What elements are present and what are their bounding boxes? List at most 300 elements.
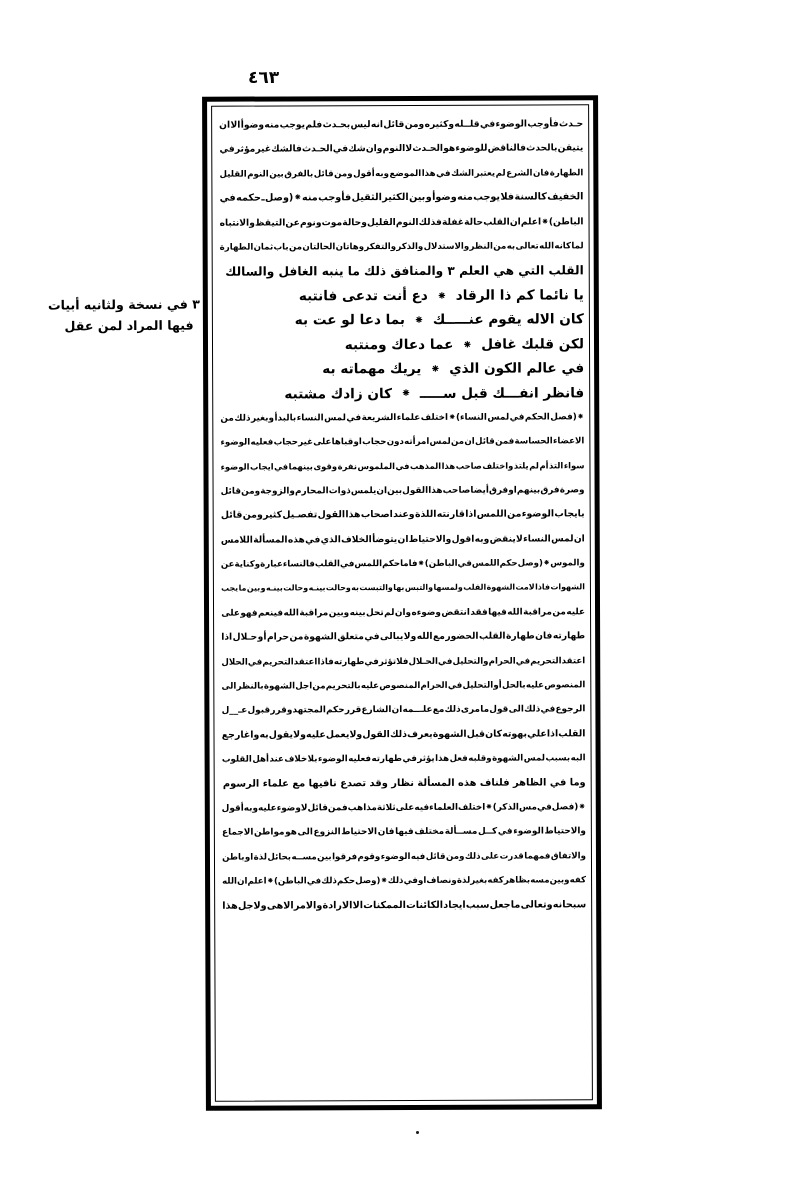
text-token: مراقبة (299, 608, 329, 619)
text-token: من (312, 681, 326, 692)
text-token: بسبب (545, 753, 571, 764)
text-token: عـ__ل (221, 705, 248, 717)
text-token: عبارة (260, 559, 283, 570)
text-token: في (364, 656, 379, 667)
body-line (219, 210, 583, 236)
text-token: فينعم (258, 608, 284, 619)
text-token: العلماء (429, 802, 459, 813)
page-number: ٤٦٣ (248, 68, 280, 88)
text-token: الحساسة (514, 436, 553, 447)
body-line: وما في الظاهر فلناف هذه المسألة نظار وقد تصدع نافيها مع علماء الرسوم (222, 776, 586, 790)
text-token: التذ (548, 460, 564, 471)
text-token: والاستدلال (423, 241, 470, 252)
text-token: فان (532, 168, 550, 179)
text-token: في (339, 559, 355, 570)
text-token: في (219, 145, 235, 156)
text-token: ذلك (444, 705, 461, 716)
text-token: القلب (314, 559, 341, 570)
text-token: الشهوات (550, 582, 585, 592)
text-token: حكمه (236, 192, 261, 204)
text-token: ومن (404, 119, 425, 130)
text-token: الوضوء (521, 508, 555, 520)
text-token: خلاف (284, 754, 308, 765)
text-token: وبه (474, 534, 490, 545)
text-token: فمن (327, 803, 348, 814)
text-token: امرأته (404, 436, 430, 448)
text-token: اصحاب (360, 509, 393, 521)
text-token: وعند (393, 509, 415, 521)
text-token: ولاجل (237, 900, 267, 912)
text-token: فلا (500, 191, 515, 203)
text-token: والتفكر (364, 241, 397, 253)
text-token: قائل (383, 119, 405, 131)
text-token: وان (394, 607, 412, 618)
text-token: اعتقد (293, 656, 318, 668)
text-token: عن (220, 559, 235, 570)
text-token: الحـدث (412, 144, 444, 155)
text-token: بالنظر (236, 681, 264, 692)
text-token: وهاتان (335, 242, 365, 253)
text-token: قائل (307, 803, 328, 814)
text-token: المحارم (294, 486, 329, 497)
text-token: النوم (247, 169, 269, 180)
text-token: القليل (367, 217, 396, 228)
body-line (221, 673, 585, 699)
text-token: (وصل (355, 876, 381, 887)
text-token: تعالى (515, 241, 539, 252)
text-token: بين (409, 192, 426, 204)
text-token: و (260, 583, 266, 593)
text-token: منه (457, 191, 473, 203)
text-token: بالتحريم (325, 681, 361, 692)
text-token: هذا (435, 753, 450, 765)
text-token: فعل (449, 753, 468, 764)
text-token: الثقيل (351, 192, 382, 204)
text-token: لمس (324, 412, 346, 423)
text-token: في (274, 461, 289, 472)
text-token: ولا (293, 729, 306, 741)
verse-hemistich-right: يا نائما كم ذا الرقاد (455, 287, 584, 304)
text-token: القلب (483, 217, 510, 228)
text-token: مسه (530, 875, 550, 886)
text-token: هذا (428, 485, 443, 496)
text-token: بينـه (265, 583, 283, 593)
text-token: في (247, 657, 263, 668)
text-token: بغير (470, 875, 488, 886)
text-token: اقول (451, 534, 475, 545)
text-token: ان (397, 534, 409, 545)
text-token: بينهم (516, 485, 541, 496)
text-token: فرقوا (332, 851, 358, 862)
text-token: بهوته (502, 728, 528, 740)
text-token: الممكنات (363, 899, 406, 911)
text-token: الحرام (420, 680, 448, 691)
text-token: ما (238, 584, 247, 594)
text-token: اعلم (247, 876, 267, 887)
text-token: غير (255, 144, 272, 155)
text-token: لمس (523, 753, 545, 764)
text-token: الشريعة (361, 412, 397, 423)
text-token: وقرر (270, 705, 293, 716)
text-token: هذا (421, 168, 436, 179)
text-token: بحائل (267, 852, 292, 863)
text-token: وقوى (313, 461, 338, 472)
text-token: وحالت (325, 583, 351, 593)
text-token: أم (539, 460, 549, 471)
text-token: فيها (488, 607, 507, 618)
text-token: مســه (291, 852, 317, 863)
text-token: مس (518, 802, 538, 813)
text-token: في (364, 632, 380, 643)
text-token: الخفيف (547, 191, 584, 203)
text-token: طهارة (505, 631, 535, 642)
text-token: طهارته (552, 631, 586, 642)
text-token: يعتبر (474, 168, 496, 179)
text-token: حـلال (232, 632, 258, 643)
text-token: الشك (451, 168, 475, 179)
text-token: وصرة (559, 485, 585, 496)
text-token: فقد (470, 607, 488, 618)
text-token: على (313, 437, 332, 448)
text-token: بلا (307, 754, 318, 765)
text-token: الشرع (506, 168, 533, 179)
verse-hemistich-left: كان زادك مشتبه (284, 385, 393, 402)
text-token: الوضوء (513, 826, 544, 837)
text-token: الى (297, 827, 313, 838)
verse-separator-icon: ⁕ (462, 337, 473, 352)
text-token: سبب (465, 899, 490, 911)
text-token: الاهى (266, 899, 294, 912)
text-token: حـدث (558, 119, 584, 130)
text-token: على (221, 608, 240, 619)
text-token: وضوأ (432, 191, 457, 204)
text-token: ذوات (328, 486, 351, 497)
body-line (221, 503, 585, 529)
text-token: علـــمه (402, 705, 433, 716)
text-token: بظاهر (503, 875, 531, 886)
body-line (221, 527, 585, 553)
text-token: الرجوع (555, 704, 586, 715)
text-token: النزوع (313, 827, 341, 838)
text-token: هو (285, 827, 297, 838)
text-token: منه (264, 120, 280, 131)
verse-hemistich-left: يريك مهماته به (322, 361, 422, 378)
text-token: الوضوء (220, 437, 251, 448)
text-token: الوضوء (317, 754, 348, 765)
text-token: النوم (382, 144, 406, 155)
text-token: والانتباه (219, 218, 255, 229)
text-token: من (507, 508, 522, 520)
verse-hemistich-left: دع أنت تدعى فانتبه (298, 287, 428, 305)
text-token: والامر (293, 899, 323, 911)
text-token: في (306, 876, 322, 887)
text-token: وضوء (276, 803, 301, 814)
text-token: ثلاثة (376, 802, 396, 814)
text-token: فاذا (317, 656, 334, 667)
verse-separator-icon: ⁕ (430, 361, 441, 376)
text-token: ذلك (389, 728, 408, 740)
text-token: يجب (221, 584, 239, 594)
text-token: التحريم (262, 657, 294, 668)
text-token: بين (387, 485, 403, 496)
text-token: ان (509, 217, 521, 228)
text-token: يعرف (407, 728, 433, 740)
text-token: الله (507, 607, 523, 618)
text-token: مع (433, 632, 445, 643)
text-token: ينقض (489, 534, 516, 545)
body-line (221, 600, 585, 626)
text-token: في (402, 754, 417, 765)
text-token: مختلف (414, 827, 445, 838)
verse-separator-icon: ⁕ (413, 313, 424, 328)
text-token: الباطن)⁕ (541, 216, 584, 228)
text-token: يوجب (279, 120, 306, 131)
text-token: كفه (569, 875, 587, 886)
text-token: التيقظ (254, 218, 286, 229)
text-token: يتيقن (557, 143, 584, 154)
text-token: ذلك (234, 413, 251, 424)
text-token: الباطن)⁕ (417, 558, 458, 569)
body-line (220, 429, 584, 455)
text-token: يبالى (380, 632, 404, 643)
text-token: الله (283, 608, 299, 619)
text-token: فرق (540, 485, 560, 496)
section-heading-line (220, 405, 584, 431)
verse-line (220, 332, 584, 358)
verse-line (220, 307, 584, 333)
ink-speck (416, 1131, 419, 1134)
text-token: بحـدث (322, 120, 351, 131)
text-token: مؤثر (234, 144, 256, 156)
section-heading-line (222, 795, 586, 821)
text-token: قائل (220, 486, 242, 497)
text-token: وتعالى (520, 898, 553, 911)
text-token: المنصوص (544, 680, 586, 691)
text-token: لما (571, 241, 584, 252)
text-token: بالحل (501, 680, 526, 691)
text-token: التحليل (462, 680, 494, 691)
text-token: في (457, 558, 472, 569)
text-token: ولمسها (433, 583, 463, 593)
text-token: فلا (396, 656, 409, 667)
text-token: علي (527, 728, 547, 740)
text-token: اذا (546, 728, 559, 740)
text-token: الله (416, 632, 433, 643)
text-token: ⁕ (293, 192, 302, 204)
body-line (222, 844, 586, 870)
text-token: يؤثر (417, 754, 435, 765)
text-token: والذكر (396, 241, 424, 252)
text-token: فمهما (524, 851, 551, 862)
text-token: لا (405, 144, 413, 155)
text-token: عليه (360, 681, 380, 692)
text-token: بين (317, 851, 332, 863)
text-token: في (219, 192, 236, 204)
text-token: يتوضأ (372, 534, 398, 545)
text-token: لذة (253, 852, 268, 863)
text-token: هو (443, 144, 456, 155)
text-token: فان (377, 827, 395, 838)
text-token: او (244, 852, 254, 863)
text-token: القول (317, 509, 346, 521)
text-token: ومن (334, 168, 353, 180)
body-line: القلب التي هي العلم ٣ والمنافق ذلك ما ينبه الغافل والسالك (225, 263, 584, 280)
text-token: صاحب (442, 485, 471, 496)
text-token: القلوب (221, 754, 252, 765)
text-token: فعليه (348, 754, 372, 765)
body-line (220, 234, 584, 260)
text-token: الشهوة (432, 728, 467, 740)
text-token: وقوم (357, 851, 381, 862)
verse-line (220, 356, 584, 382)
text-token: القول (362, 728, 390, 740)
text-token: ان (219, 120, 231, 131)
text-token: (وصل (517, 558, 543, 569)
text-token: لا (516, 534, 523, 545)
text-token: كفه (487, 875, 504, 886)
body-line (219, 137, 583, 163)
text-token: الخلاف (341, 534, 372, 545)
text-token: ⁕(فصل (551, 802, 586, 813)
text-token: لمس (551, 533, 574, 545)
text-token: ذلك (524, 704, 541, 715)
text-token: انه (370, 120, 384, 131)
text-token: به (351, 583, 359, 593)
body-line (222, 746, 586, 772)
text-token: ومن (241, 486, 261, 497)
text-token: الحـدث (301, 144, 333, 155)
text-token: الشهوة (263, 681, 296, 692)
text-token: في (395, 461, 410, 472)
text-token: به (506, 241, 516, 252)
text-token: شك (348, 144, 366, 155)
page-text-block (208, 103, 598, 1104)
text-token: اللمس (476, 508, 507, 520)
text-token: والاتفاق (550, 851, 586, 862)
text-token: هذا (441, 461, 456, 472)
text-token: الذكر)⁕ (485, 802, 519, 813)
text-token: والاحتياط (408, 534, 452, 545)
text-token: الى (221, 681, 237, 692)
text-token: الطهارة (219, 242, 254, 253)
text-token: يلمس (350, 485, 377, 497)
text-token: هذا (222, 900, 238, 912)
text-token: البه (570, 753, 586, 764)
text-token: في (497, 826, 513, 837)
verse-hemistich-right: فانظر انفـــك قبل ســـــ (419, 384, 585, 402)
text-token: حكم (337, 876, 356, 887)
text-token: في (479, 119, 496, 130)
text-token: في (346, 412, 362, 423)
verse-hemistich-right: كان الاله يقوم عنـــــك (432, 311, 584, 329)
text-token: يقول (268, 729, 294, 741)
text-token: القلب (463, 583, 487, 593)
text-token: كثير (263, 509, 283, 521)
text-token: لا (300, 803, 308, 814)
text-token: الا (352, 899, 364, 911)
text-token: حكم (499, 558, 518, 569)
text-token: وضوأ (240, 120, 265, 131)
body-line (222, 820, 586, 846)
text-token: الطهارة (549, 168, 584, 179)
text-token: ولا (349, 728, 363, 740)
verse-separator-icon: ⁕ (436, 288, 447, 303)
text-token: القلب (478, 631, 506, 642)
text-token: في (536, 802, 552, 813)
verse-line (220, 381, 584, 407)
text-token: الحرام (488, 656, 516, 667)
text-token: وبه (243, 803, 259, 814)
text-token: قرر (344, 705, 362, 716)
text-token: ما (510, 899, 521, 911)
text-token: أيضا (470, 485, 489, 496)
text-token: فلم (305, 120, 323, 131)
text-token: متعلق (337, 632, 364, 643)
text-token: الوضوء (220, 462, 250, 473)
text-token: يلتذ (513, 460, 529, 472)
text-token: بين (246, 583, 261, 594)
text-token: الاحتياط (341, 827, 378, 838)
text-token: مراقبة (523, 607, 552, 618)
text-token: فعليه (250, 437, 274, 448)
body-line (222, 868, 586, 894)
text-token: أقول (221, 803, 244, 814)
text-token: يعمل (325, 728, 350, 741)
body-line (221, 698, 585, 724)
text-token: ذلك (321, 876, 337, 887)
text-token: ومن (445, 851, 465, 862)
text-token: فأوجب (318, 192, 352, 204)
text-token: غير (298, 437, 313, 448)
text-token: وبغير (250, 413, 275, 424)
text-token: ذلك (464, 851, 481, 862)
text-token: علماء (396, 412, 421, 423)
text-token: جع (221, 729, 235, 741)
text-token: او (353, 437, 362, 448)
text-token: مرى (460, 705, 481, 716)
text-token: الشهوة (486, 582, 516, 593)
text-token: وحالت (283, 583, 309, 593)
text-token: الشهوة (303, 632, 337, 643)
text-token: حرام (266, 632, 290, 643)
text-token: المذهب (409, 461, 442, 472)
text-token: ايجاد (443, 899, 466, 911)
text-token: انتقض (441, 607, 470, 618)
text-token: دون (386, 437, 404, 448)
text-token: النساء (523, 534, 551, 545)
text-token: عليه (257, 803, 277, 814)
text-token: اوفرق (488, 485, 517, 496)
text-token: من (288, 242, 303, 253)
text-token: غفلة (441, 217, 465, 228)
text-token: وبين (549, 875, 570, 886)
text-token: قول (489, 704, 509, 716)
text-token: ⁕(فصل (550, 411, 585, 423)
text-token: صاحب (455, 461, 482, 472)
text-token: اذا (465, 508, 477, 521)
text-token: عليه (566, 607, 586, 618)
text-token: اختلف (420, 412, 449, 423)
text-token: النوم (395, 217, 419, 228)
text-token: ومن (242, 509, 263, 521)
text-token: اللمس (471, 558, 500, 569)
text-token: عند (269, 754, 284, 765)
text-token: هذه (287, 535, 305, 546)
text-token: القلب (558, 728, 586, 740)
text-token: تفصـيل (282, 509, 318, 521)
text-token: ايجاب (249, 461, 274, 473)
text-token: (وصل (265, 192, 294, 204)
